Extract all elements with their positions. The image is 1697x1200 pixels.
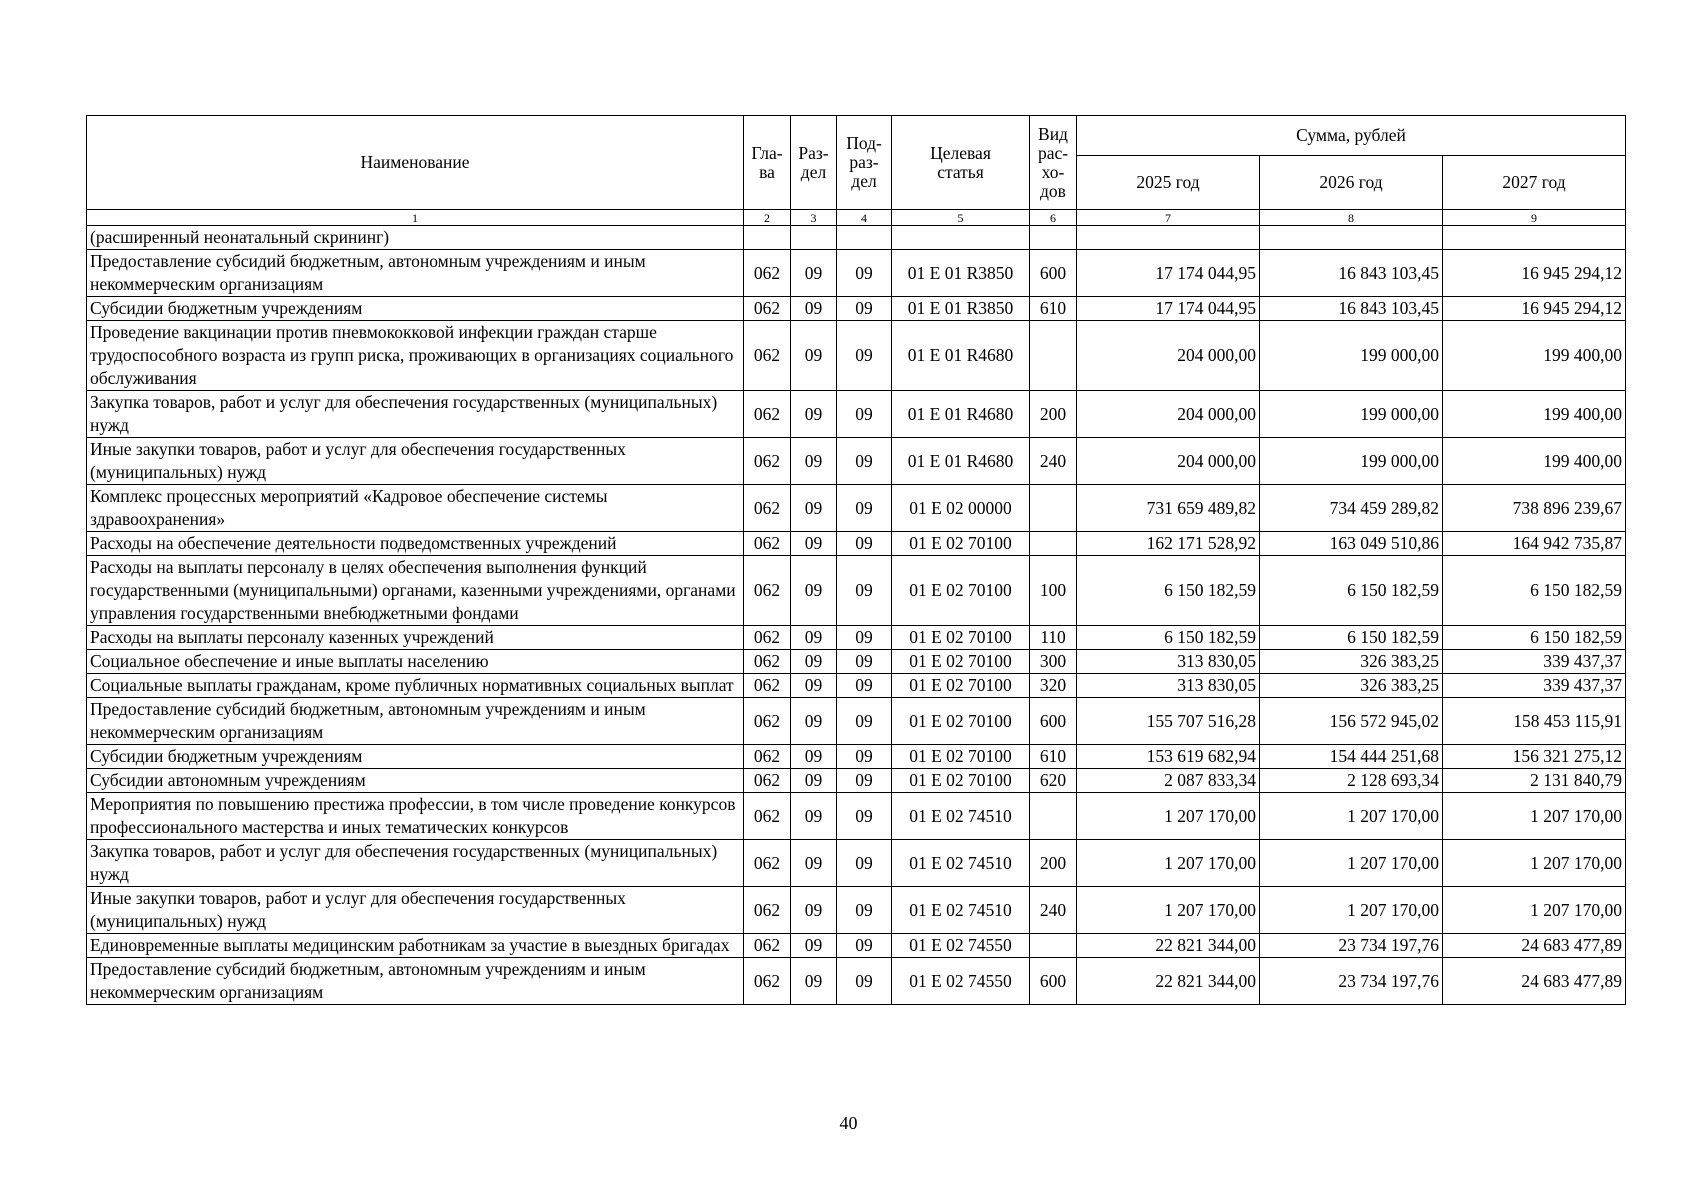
row-sum-2027: 1 207 170,00 xyxy=(1443,887,1626,934)
table-row xyxy=(87,391,1626,438)
row-sum-2025: 1 207 170,00 xyxy=(1077,793,1260,840)
row-glava: 062 xyxy=(744,626,791,650)
table-row xyxy=(87,250,1626,297)
row-razdel: 09 xyxy=(791,934,837,958)
row-target-article: 01 Е 02 70100 xyxy=(892,626,1030,650)
row-glava: 062 xyxy=(744,438,791,485)
header-year-2025: 2025 год xyxy=(1077,156,1260,210)
column-number: 5 xyxy=(892,210,1030,226)
row-glava: 062 xyxy=(744,674,791,698)
row-expense-type: 200 xyxy=(1030,391,1077,438)
row-expense-type xyxy=(1030,934,1077,958)
row-expense-type: 620 xyxy=(1030,769,1077,793)
row-razdel: 09 xyxy=(791,840,837,887)
row-sum-2025: 153 619 682,94 xyxy=(1077,745,1260,769)
row-name: Социальное обеспечение и иные выплаты населению xyxy=(87,650,744,674)
row-target-article: 01 Е 02 00000 xyxy=(892,485,1030,532)
column-number: 6 xyxy=(1030,210,1077,226)
row-razdel: 09 xyxy=(791,745,837,769)
row-expense-type: 600 xyxy=(1030,958,1077,1005)
row-podrazdel: 09 xyxy=(837,745,892,769)
row-target-article: 01 Е 02 74510 xyxy=(892,887,1030,934)
row-sum-2025: 2 087 833,34 xyxy=(1077,769,1260,793)
row-sum-2027: 199 400,00 xyxy=(1443,438,1626,485)
table-row xyxy=(87,321,1626,391)
row-glava: 062 xyxy=(744,698,791,745)
row-razdel: 09 xyxy=(791,556,837,626)
row-sum-2027 xyxy=(1443,226,1626,250)
row-sum-2026: 16 843 103,45 xyxy=(1260,297,1443,321)
row-sum-2025: 17 174 044,95 xyxy=(1077,250,1260,297)
row-razdel: 09 xyxy=(791,650,837,674)
row-name: (расширенный неонатальный скрининг) xyxy=(87,226,744,250)
row-podrazdel: 09 xyxy=(837,793,892,840)
row-sum-2027: 158 453 115,91 xyxy=(1443,698,1626,745)
header-year-2026: 2026 год xyxy=(1260,156,1443,210)
table-row xyxy=(87,226,1626,250)
row-glava: 062 xyxy=(744,793,791,840)
row-name: Расходы на обеспечение деятельности подведомственных учреждений xyxy=(87,532,744,556)
row-expense-type xyxy=(1030,226,1077,250)
row-sum-2025: 162 171 528,92 xyxy=(1077,532,1260,556)
row-sum-2025: 1 207 170,00 xyxy=(1077,840,1260,887)
row-name: Предоставление субсидий бюджетным, автономным учреждениям и иным некоммерческим организациям xyxy=(87,250,744,297)
row-expense-type: 300 xyxy=(1030,650,1077,674)
row-glava: 062 xyxy=(744,391,791,438)
row-expense-type xyxy=(1030,485,1077,532)
table-row xyxy=(87,626,1626,650)
row-razdel xyxy=(791,226,837,250)
row-sum-2027: 339 437,37 xyxy=(1443,650,1626,674)
row-razdel: 09 xyxy=(791,485,837,532)
row-sum-2025: 1 207 170,00 xyxy=(1077,887,1260,934)
row-sum-2026 xyxy=(1260,226,1443,250)
row-name: Закупка товаров, работ и услуг для обеспечения государственных (муниципальных) нужд xyxy=(87,840,744,887)
row-razdel: 09 xyxy=(791,438,837,485)
row-sum-2026: 1 207 170,00 xyxy=(1260,840,1443,887)
row-target-article: 01 Е 02 74510 xyxy=(892,793,1030,840)
row-razdel: 09 xyxy=(791,250,837,297)
row-target-article: 01 Е 01 R4680 xyxy=(892,391,1030,438)
row-target-article: 01 Е 02 70100 xyxy=(892,745,1030,769)
row-sum-2025: 313 830,05 xyxy=(1077,650,1260,674)
row-target-article: 01 Е 02 70100 xyxy=(892,769,1030,793)
row-sum-2027: 199 400,00 xyxy=(1443,391,1626,438)
row-podrazdel: 09 xyxy=(837,556,892,626)
row-expense-type: 600 xyxy=(1030,250,1077,297)
row-podrazdel: 09 xyxy=(837,297,892,321)
header-razdel: Раз- дел xyxy=(791,116,837,210)
row-name: Иные закупки товаров, работ и услуг для обеспечения государственных (муниципальных) нужд xyxy=(87,887,744,934)
row-sum-2025: 6 150 182,59 xyxy=(1077,626,1260,650)
row-target-article: 01 Е 02 70100 xyxy=(892,556,1030,626)
row-sum-2025 xyxy=(1077,226,1260,250)
table-row xyxy=(87,934,1626,958)
column-number: 4 xyxy=(837,210,892,226)
row-expense-type: 240 xyxy=(1030,438,1077,485)
row-razdel: 09 xyxy=(791,321,837,391)
row-target-article: 01 Е 02 70100 xyxy=(892,532,1030,556)
row-name: Проведение вакцинации против пневмококковой инфекции граждан старше трудоспособного возраста из групп риска, проживающих в организациях социального обслуживания xyxy=(87,321,744,391)
row-sum-2025: 155 707 516,28 xyxy=(1077,698,1260,745)
row-name: Предоставление субсидий бюджетным, автономным учреждениям и иным некоммерческим организациям xyxy=(87,698,744,745)
row-glava: 062 xyxy=(744,934,791,958)
row-sum-2025: 22 821 344,00 xyxy=(1077,958,1260,1005)
row-sum-2027: 16 945 294,12 xyxy=(1443,297,1626,321)
row-expense-type: 200 xyxy=(1030,840,1077,887)
table-row xyxy=(87,650,1626,674)
budget-table xyxy=(86,115,1626,1005)
table-row xyxy=(87,887,1626,934)
row-glava: 062 xyxy=(744,840,791,887)
row-glava: 062 xyxy=(744,769,791,793)
row-sum-2025: 313 830,05 xyxy=(1077,674,1260,698)
column-number: 7 xyxy=(1077,210,1260,226)
row-podrazdel: 09 xyxy=(837,438,892,485)
row-sum-2027: 1 207 170,00 xyxy=(1443,793,1626,840)
row-name: Комплекс процессных мероприятий «Кадровое обеспечение системы здравоохранения» xyxy=(87,485,744,532)
row-sum-2025: 22 821 344,00 xyxy=(1077,934,1260,958)
table-row xyxy=(87,698,1626,745)
column-number: 2 xyxy=(744,210,791,226)
row-expense-type: 240 xyxy=(1030,887,1077,934)
table-row xyxy=(87,297,1626,321)
row-sum-2027: 6 150 182,59 xyxy=(1443,556,1626,626)
row-razdel: 09 xyxy=(791,532,837,556)
row-sum-2026: 326 383,25 xyxy=(1260,674,1443,698)
row-razdel: 09 xyxy=(791,958,837,1005)
row-razdel: 09 xyxy=(791,391,837,438)
row-name: Закупка товаров, работ и услуг для обеспечения государственных (муниципальных) нужд xyxy=(87,391,744,438)
row-podrazdel: 09 xyxy=(837,650,892,674)
table-row xyxy=(87,793,1626,840)
row-name: Субсидии бюджетным учреждениям xyxy=(87,297,744,321)
row-glava: 062 xyxy=(744,650,791,674)
row-sum-2026: 734 459 289,82 xyxy=(1260,485,1443,532)
table-row xyxy=(87,958,1626,1005)
row-sum-2026: 154 444 251,68 xyxy=(1260,745,1443,769)
row-sum-2026: 326 383,25 xyxy=(1260,650,1443,674)
row-target-article: 01 Е 02 70100 xyxy=(892,674,1030,698)
row-target-article: 01 Е 01 R4680 xyxy=(892,438,1030,485)
row-podrazdel: 09 xyxy=(837,321,892,391)
header-target-article: Целевая статья xyxy=(892,116,1030,210)
row-sum-2025: 204 000,00 xyxy=(1077,321,1260,391)
row-name: Расходы на выплаты персоналу в целях обеспечения выполнения функций государственными (муниципальными) органами, казенными учреждениями, органами управления государственными внебюджетными фондами xyxy=(87,556,744,626)
table-row xyxy=(87,745,1626,769)
row-podrazdel: 09 xyxy=(837,769,892,793)
row-target-article: 01 Е 02 74550 xyxy=(892,934,1030,958)
row-sum-2026: 6 150 182,59 xyxy=(1260,556,1443,626)
row-sum-2026: 163 049 510,86 xyxy=(1260,532,1443,556)
row-podrazdel: 09 xyxy=(837,250,892,297)
row-name: Предоставление субсидий бюджетным, автономным учреждениям и иным некоммерческим организациям xyxy=(87,958,744,1005)
page-number: 40 xyxy=(839,1113,858,1133)
header-name: Наименование xyxy=(87,116,744,210)
row-podrazdel: 09 xyxy=(837,674,892,698)
row-sum-2026: 199 000,00 xyxy=(1260,321,1443,391)
row-sum-2027: 16 945 294,12 xyxy=(1443,250,1626,297)
row-sum-2027: 156 321 275,12 xyxy=(1443,745,1626,769)
column-number: 1 xyxy=(87,210,744,226)
table-row xyxy=(87,769,1626,793)
header-year-2027: 2027 год xyxy=(1443,156,1626,210)
table-row xyxy=(87,532,1626,556)
row-sum-2027: 339 437,37 xyxy=(1443,674,1626,698)
row-podrazdel: 09 xyxy=(837,840,892,887)
row-expense-type xyxy=(1030,321,1077,391)
row-podrazdel: 09 xyxy=(837,698,892,745)
row-glava: 062 xyxy=(744,887,791,934)
row-glava: 062 xyxy=(744,321,791,391)
row-name: Социальные выплаты гражданам, кроме публичных нормативных социальных выплат xyxy=(87,674,744,698)
row-glava xyxy=(744,226,791,250)
row-target-article: 01 Е 01 R3850 xyxy=(892,297,1030,321)
row-glava: 062 xyxy=(744,297,791,321)
row-name: Расходы на выплаты персоналу казенных учреждений xyxy=(87,626,744,650)
row-sum-2027: 738 896 239,67 xyxy=(1443,485,1626,532)
row-razdel: 09 xyxy=(791,698,837,745)
row-sum-2026: 2 128 693,34 xyxy=(1260,769,1443,793)
row-podrazdel xyxy=(837,226,892,250)
row-target-article: 01 Е 01 R3850 xyxy=(892,250,1030,297)
row-razdel: 09 xyxy=(791,769,837,793)
header-podrazdel: Под- раз- дел xyxy=(837,116,892,210)
row-glava: 062 xyxy=(744,958,791,1005)
table-row xyxy=(87,556,1626,626)
row-glava: 062 xyxy=(744,485,791,532)
row-expense-type xyxy=(1030,532,1077,556)
row-expense-type: 610 xyxy=(1030,745,1077,769)
table-row xyxy=(87,840,1626,887)
row-sum-2027: 2 131 840,79 xyxy=(1443,769,1626,793)
row-podrazdel: 09 xyxy=(837,958,892,1005)
row-name: Единовременные выплаты медицинским работникам за участие в выездных бригадах xyxy=(87,934,744,958)
row-sum-2026: 1 207 170,00 xyxy=(1260,887,1443,934)
row-name: Иные закупки товаров, работ и услуг для обеспечения государственных (муниципальных) нужд xyxy=(87,438,744,485)
row-sum-2025: 731 659 489,82 xyxy=(1077,485,1260,532)
row-target-article: 01 Е 02 70100 xyxy=(892,650,1030,674)
row-target-article: 01 Е 02 74510 xyxy=(892,840,1030,887)
row-glava: 062 xyxy=(744,250,791,297)
row-razdel: 09 xyxy=(791,793,837,840)
column-number: 9 xyxy=(1443,210,1626,226)
row-sum-2025: 204 000,00 xyxy=(1077,391,1260,438)
row-sum-2026: 199 000,00 xyxy=(1260,391,1443,438)
table-row xyxy=(87,674,1626,698)
row-razdel: 09 xyxy=(791,297,837,321)
row-glava: 062 xyxy=(744,556,791,626)
row-sum-2027: 24 683 477,89 xyxy=(1443,958,1626,1005)
column-number: 3 xyxy=(791,210,837,226)
row-expense-type: 600 xyxy=(1030,698,1077,745)
row-sum-2026: 23 734 197,76 xyxy=(1260,958,1443,1005)
header-sum: Сумма, рублей xyxy=(1077,116,1626,156)
header-glava: Гла- ва xyxy=(744,116,791,210)
row-sum-2027: 24 683 477,89 xyxy=(1443,934,1626,958)
row-target-article: 01 Е 02 74550 xyxy=(892,958,1030,1005)
row-sum-2025: 6 150 182,59 xyxy=(1077,556,1260,626)
row-target-article xyxy=(892,226,1030,250)
table-row xyxy=(87,438,1626,485)
row-razdel: 09 xyxy=(791,674,837,698)
row-podrazdel: 09 xyxy=(837,626,892,650)
row-sum-2026: 16 843 103,45 xyxy=(1260,250,1443,297)
row-sum-2025: 204 000,00 xyxy=(1077,438,1260,485)
row-sum-2027: 6 150 182,59 xyxy=(1443,626,1626,650)
row-podrazdel: 09 xyxy=(837,391,892,438)
row-glava: 062 xyxy=(744,745,791,769)
row-sum-2027: 1 207 170,00 xyxy=(1443,840,1626,887)
row-sum-2026: 156 572 945,02 xyxy=(1260,698,1443,745)
row-podrazdel: 09 xyxy=(837,532,892,556)
row-name: Мероприятия по повышению престижа профессии, в том числе проведение конкурсов профессионального мастерства и иных тематических конкурсов xyxy=(87,793,744,840)
row-podrazdel: 09 xyxy=(837,934,892,958)
row-glava: 062 xyxy=(744,532,791,556)
header-expense-type: Вид рас- хо- дов xyxy=(1030,116,1077,210)
row-sum-2026: 199 000,00 xyxy=(1260,438,1443,485)
row-name: Субсидии бюджетным учреждениям xyxy=(87,745,744,769)
row-sum-2026: 1 207 170,00 xyxy=(1260,793,1443,840)
row-sum-2026: 23 734 197,76 xyxy=(1260,934,1443,958)
row-razdel: 09 xyxy=(791,626,837,650)
column-number: 8 xyxy=(1260,210,1443,226)
row-expense-type: 320 xyxy=(1030,674,1077,698)
table-body xyxy=(87,226,1626,1005)
row-sum-2025: 17 174 044,95 xyxy=(1077,297,1260,321)
row-expense-type xyxy=(1030,793,1077,840)
row-podrazdel: 09 xyxy=(837,485,892,532)
row-expense-type: 110 xyxy=(1030,626,1077,650)
row-podrazdel: 09 xyxy=(837,887,892,934)
row-target-article: 01 Е 01 R4680 xyxy=(892,321,1030,391)
row-target-article: 01 Е 02 70100 xyxy=(892,698,1030,745)
row-razdel: 09 xyxy=(791,887,837,934)
row-sum-2026: 6 150 182,59 xyxy=(1260,626,1443,650)
row-expense-type: 100 xyxy=(1030,556,1077,626)
table-row xyxy=(87,485,1626,532)
row-expense-type: 610 xyxy=(1030,297,1077,321)
row-sum-2027: 199 400,00 xyxy=(1443,321,1626,391)
row-sum-2027: 164 942 735,87 xyxy=(1443,532,1626,556)
row-name: Субсидии автономным учреждениям xyxy=(87,769,744,793)
